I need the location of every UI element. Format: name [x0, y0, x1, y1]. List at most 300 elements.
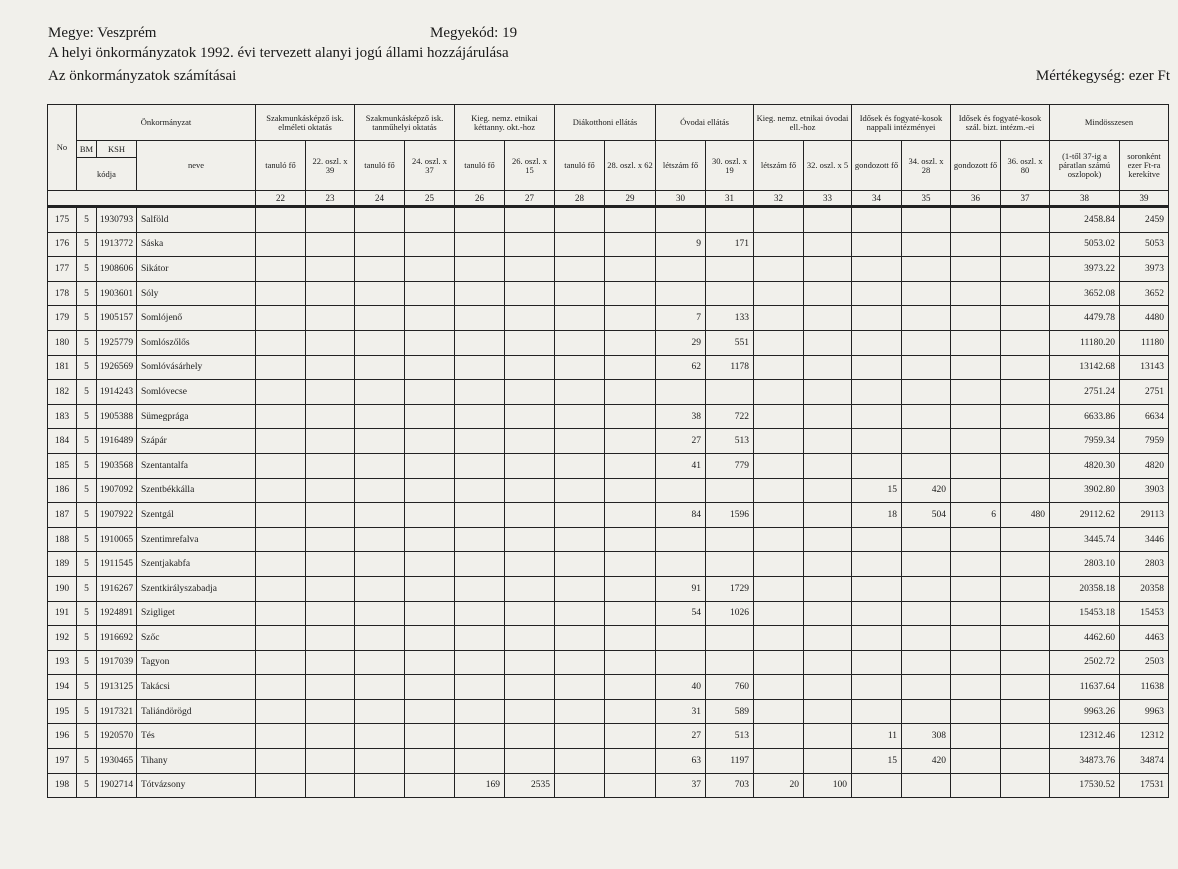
row-value [306, 675, 355, 700]
row-value [256, 380, 306, 405]
column-number-row [48, 191, 1169, 207]
row-value [902, 675, 951, 700]
column-number: 22 [256, 191, 306, 207]
row-value [555, 478, 605, 503]
row-ksh: 1913772 [97, 232, 137, 257]
row-value [256, 404, 306, 429]
row-value [902, 306, 951, 331]
row-value [605, 552, 656, 577]
column-number: 30 [656, 191, 706, 207]
row-value [951, 404, 1001, 429]
row-value [405, 699, 455, 724]
row-value: 5053 [1120, 232, 1169, 257]
row-value: 760 [706, 675, 754, 700]
row-name: Somlószőlős [137, 330, 256, 355]
row-value [555, 281, 605, 306]
row-value [706, 207, 754, 233]
row-value [1001, 207, 1050, 233]
row-value [804, 601, 852, 626]
row-value: 1026 [706, 601, 754, 626]
row-bm: 5 [77, 207, 97, 233]
row-value [405, 503, 455, 528]
row-value [355, 380, 405, 405]
col-kodja: kódja [77, 158, 137, 191]
row-value: 589 [706, 699, 754, 724]
row-value: 2535 [505, 773, 555, 798]
row-value: 480 [1001, 503, 1050, 528]
row-value [951, 257, 1001, 282]
row-value [1001, 429, 1050, 454]
row-value [1001, 773, 1050, 798]
group-header: Mindösszesen [1050, 105, 1169, 141]
subcol-header: tanuló fő [555, 141, 605, 191]
row-value: 9963.26 [1050, 699, 1120, 724]
row-value: 20 [754, 773, 804, 798]
row-value [754, 724, 804, 749]
row-value [555, 527, 605, 552]
row-no: 175 [48, 207, 77, 233]
row-ksh: 1905157 [97, 306, 137, 331]
row-value [1001, 699, 1050, 724]
row-bm: 5 [77, 699, 97, 724]
row-no: 192 [48, 626, 77, 651]
row-value [605, 355, 656, 380]
row-value [902, 281, 951, 306]
row-value [804, 478, 852, 503]
row-value [605, 453, 656, 478]
row-value: 34874 [1120, 749, 1169, 774]
row-value [656, 527, 706, 552]
row-value [804, 281, 852, 306]
row-value [804, 330, 852, 355]
row-value [505, 232, 555, 257]
row-value: 1596 [706, 503, 754, 528]
row-value [455, 724, 505, 749]
row-value [455, 601, 505, 626]
group-header: Idősek és fogyaté-kosok nappali intézményei [852, 105, 951, 141]
row-value [256, 699, 306, 724]
row-value [852, 429, 902, 454]
row-value [804, 675, 852, 700]
row-value: 504 [902, 503, 951, 528]
row-value [505, 576, 555, 601]
column-number: 27 [505, 191, 555, 207]
row-value [306, 601, 355, 626]
row-value: 3973 [1120, 257, 1169, 282]
row-value [505, 330, 555, 355]
column-number: 29 [605, 191, 656, 207]
row-value [951, 527, 1001, 552]
row-value [405, 306, 455, 331]
row-value [455, 207, 505, 233]
group-header: Diákotthoni ellátás [555, 105, 656, 141]
subcol-header: gondozott fő [852, 141, 902, 191]
row-value: 7 [656, 306, 706, 331]
subcol-header: tanuló fő [355, 141, 405, 191]
row-bm: 5 [77, 773, 97, 798]
row-value [355, 552, 405, 577]
row-bm: 5 [77, 355, 97, 380]
row-value: 2459 [1120, 207, 1169, 233]
row-name: Szőc [137, 626, 256, 651]
row-value [754, 257, 804, 282]
row-value [1001, 675, 1050, 700]
row-value [804, 503, 852, 528]
row-value [355, 330, 405, 355]
row-ksh: 1917321 [97, 699, 137, 724]
row-value: 29112.62 [1050, 503, 1120, 528]
row-value: 513 [706, 724, 754, 749]
row-ksh: 1907922 [97, 503, 137, 528]
row-value [306, 306, 355, 331]
row-value [951, 650, 1001, 675]
row-ksh: 1914243 [97, 380, 137, 405]
row-value [405, 773, 455, 798]
row-value: 1178 [706, 355, 754, 380]
row-value: 4479.78 [1050, 306, 1120, 331]
row-ksh: 1920570 [97, 724, 137, 749]
subcol-header: gondozott fő [951, 141, 1001, 191]
row-no: 194 [48, 675, 77, 700]
row-name: Taliándörögd [137, 699, 256, 724]
row-value [706, 650, 754, 675]
row-value [754, 306, 804, 331]
row-value [306, 503, 355, 528]
table-header [48, 105, 1169, 207]
row-value [804, 626, 852, 651]
row-value [405, 675, 455, 700]
row-no: 182 [48, 380, 77, 405]
row-value [754, 601, 804, 626]
row-value: 11 [852, 724, 902, 749]
row-name: Szápár [137, 429, 256, 454]
row-ksh: 1930465 [97, 749, 137, 774]
row-value [455, 453, 505, 478]
subcol-header: 32. oszl. x 5 [804, 141, 852, 191]
row-value [306, 330, 355, 355]
row-value [505, 601, 555, 626]
row-name: Tagyon [137, 650, 256, 675]
col-bm: BM [77, 141, 97, 158]
row-value [505, 257, 555, 282]
row-value [902, 257, 951, 282]
row-value [505, 650, 555, 675]
row-value [306, 478, 355, 503]
row-value [951, 699, 1001, 724]
row-value [505, 207, 555, 233]
row-value: 91 [656, 576, 706, 601]
row-value [455, 281, 505, 306]
row-name: Sóly [137, 281, 256, 306]
row-ksh: 1911545 [97, 552, 137, 577]
row-value [951, 552, 1001, 577]
row-value: 54 [656, 601, 706, 626]
row-value [555, 306, 605, 331]
row-value: 20358 [1120, 576, 1169, 601]
row-value: 169 [455, 773, 505, 798]
row-value [455, 232, 505, 257]
row-value [804, 724, 852, 749]
row-value: 31 [656, 699, 706, 724]
row-ksh: 1916489 [97, 429, 137, 454]
row-value [754, 478, 804, 503]
row-value: 513 [706, 429, 754, 454]
row-value [405, 453, 455, 478]
row-value [754, 355, 804, 380]
row-value [754, 281, 804, 306]
row-value [605, 773, 656, 798]
row-value [256, 257, 306, 282]
row-value [852, 306, 902, 331]
column-number: 33 [804, 191, 852, 207]
row-no: 188 [48, 527, 77, 552]
row-value [505, 675, 555, 700]
row-value [405, 281, 455, 306]
row-value [902, 355, 951, 380]
row-no: 179 [48, 306, 77, 331]
row-bm: 5 [77, 306, 97, 331]
row-value [754, 453, 804, 478]
row-value [306, 773, 355, 798]
row-value: 551 [706, 330, 754, 355]
row-bm: 5 [77, 503, 97, 528]
row-value: 3652 [1120, 281, 1169, 306]
row-name: Somlóvecse [137, 380, 256, 405]
row-value: 3973.22 [1050, 257, 1120, 282]
row-value [455, 749, 505, 774]
row-value [605, 650, 656, 675]
row-value [605, 429, 656, 454]
row-value: 3902.80 [1050, 478, 1120, 503]
row-value [405, 626, 455, 651]
row-value [902, 232, 951, 257]
row-value [852, 626, 902, 651]
unit-label: Mértékegység: ezer Ft [1035, 68, 1170, 84]
row-value [355, 453, 405, 478]
group-header: Szakmunkásképző isk. elméleti oktatás [256, 105, 355, 141]
document-title: A helyi önkormányzatok 1992. évi tervezett alanyi jogú állami hozzájárulása [48, 45, 509, 61]
row-value: 133 [706, 306, 754, 331]
row-name: Tés [137, 724, 256, 749]
row-value [605, 626, 656, 651]
row-value [754, 380, 804, 405]
row-value [902, 429, 951, 454]
group-header: Kieg. nemz. etnikai óvodai ell.-hoz [754, 105, 852, 141]
row-ksh: 1902714 [97, 773, 137, 798]
row-name: Szentantalfa [137, 453, 256, 478]
subcol-header: tanuló fő [256, 141, 306, 191]
row-value [902, 626, 951, 651]
row-bm: 5 [77, 650, 97, 675]
column-number: 35 [902, 191, 951, 207]
row-no: 191 [48, 601, 77, 626]
row-no: 190 [48, 576, 77, 601]
table-row [48, 699, 1169, 724]
row-value [355, 675, 405, 700]
row-value: 17531 [1120, 773, 1169, 798]
row-value [256, 724, 306, 749]
row-bm: 5 [77, 429, 97, 454]
row-value [405, 724, 455, 749]
row-value [605, 699, 656, 724]
row-value [951, 355, 1001, 380]
row-value [505, 503, 555, 528]
row-value [804, 257, 852, 282]
row-value [555, 355, 605, 380]
row-value [1001, 257, 1050, 282]
row-value: 722 [706, 404, 754, 429]
row-value [951, 453, 1001, 478]
row-value [555, 207, 605, 233]
row-value [852, 207, 902, 233]
row-value [306, 380, 355, 405]
row-value: 13142.68 [1050, 355, 1120, 380]
row-value [951, 380, 1001, 405]
table-row [48, 576, 1169, 601]
row-value [355, 576, 405, 601]
table-row [48, 306, 1169, 331]
subcol-header: 28. oszl. x 62 [605, 141, 656, 191]
row-value [306, 724, 355, 749]
subcol-header: 22. oszl. x 39 [306, 141, 355, 191]
column-number: 23 [306, 191, 355, 207]
table-row [48, 404, 1169, 429]
row-value [852, 576, 902, 601]
row-value [754, 699, 804, 724]
row-value: 27 [656, 724, 706, 749]
row-value [555, 330, 605, 355]
table-row [48, 749, 1169, 774]
row-value [256, 675, 306, 700]
row-value [902, 552, 951, 577]
row-value: 12312 [1120, 724, 1169, 749]
row-ksh: 1925779 [97, 330, 137, 355]
row-value [605, 527, 656, 552]
row-value [804, 232, 852, 257]
row-value [256, 306, 306, 331]
row-value [256, 749, 306, 774]
row-value [455, 478, 505, 503]
row-value: 3903 [1120, 478, 1169, 503]
row-value [951, 675, 1001, 700]
row-value [256, 601, 306, 626]
row-value [505, 380, 555, 405]
row-value [555, 232, 605, 257]
row-value [951, 478, 1001, 503]
row-no: 198 [48, 773, 77, 798]
row-value [804, 453, 852, 478]
row-value: 37 [656, 773, 706, 798]
row-value [405, 207, 455, 233]
row-value [355, 773, 405, 798]
row-value [355, 626, 405, 651]
row-value: 420 [902, 478, 951, 503]
column-number: 24 [355, 191, 405, 207]
row-value: 100 [804, 773, 852, 798]
row-value [455, 257, 505, 282]
row-value [505, 626, 555, 651]
row-value: 4463 [1120, 626, 1169, 651]
row-value [656, 478, 706, 503]
row-value [355, 724, 405, 749]
row-value [405, 650, 455, 675]
row-value [256, 527, 306, 552]
row-value [555, 453, 605, 478]
row-value [306, 207, 355, 233]
row-value [355, 207, 405, 233]
row-value: 27 [656, 429, 706, 454]
row-value [804, 527, 852, 552]
row-bm: 5 [77, 626, 97, 651]
column-number: 37 [1001, 191, 1050, 207]
row-value [555, 552, 605, 577]
row-value [306, 257, 355, 282]
row-value: 5053.02 [1050, 232, 1120, 257]
row-value [455, 404, 505, 429]
row-value [306, 552, 355, 577]
group-header: Óvodai ellátás [656, 105, 754, 141]
row-value: 2803.10 [1050, 552, 1120, 577]
row-value [1001, 281, 1050, 306]
row-value [405, 257, 455, 282]
row-value [306, 281, 355, 306]
row-value [951, 749, 1001, 774]
row-value [605, 380, 656, 405]
row-value [355, 281, 405, 306]
row-value [505, 429, 555, 454]
row-value: 779 [706, 453, 754, 478]
row-value [852, 527, 902, 552]
row-bm: 5 [77, 675, 97, 700]
row-value: 2458.84 [1050, 207, 1120, 233]
row-value [405, 552, 455, 577]
row-value [405, 380, 455, 405]
row-value [951, 207, 1001, 233]
row-value [355, 503, 405, 528]
row-value [256, 429, 306, 454]
table-row [48, 380, 1169, 405]
row-value [555, 724, 605, 749]
row-bm: 5 [77, 453, 97, 478]
row-value [951, 306, 1001, 331]
row-value [555, 773, 605, 798]
row-value: 1197 [706, 749, 754, 774]
row-value [852, 675, 902, 700]
row-value [455, 380, 505, 405]
row-value: 1729 [706, 576, 754, 601]
row-value [405, 404, 455, 429]
row-value: 4480 [1120, 306, 1169, 331]
table-row [48, 724, 1169, 749]
row-value: 2803 [1120, 552, 1169, 577]
row-value [656, 207, 706, 233]
row-value [852, 281, 902, 306]
table-row [48, 601, 1169, 626]
row-no: 197 [48, 749, 77, 774]
row-name: Somlóvásárhely [137, 355, 256, 380]
row-value [754, 232, 804, 257]
row-value [852, 773, 902, 798]
row-name: Sümegprága [137, 404, 256, 429]
row-no: 176 [48, 232, 77, 257]
row-value [306, 429, 355, 454]
row-value [1001, 527, 1050, 552]
row-value [505, 552, 555, 577]
row-value [605, 724, 656, 749]
group-header: Idősek és fogyaté-kosok szál. bizt. intézm.-ei [951, 105, 1050, 141]
row-value [455, 626, 505, 651]
row-ksh: 1924891 [97, 601, 137, 626]
